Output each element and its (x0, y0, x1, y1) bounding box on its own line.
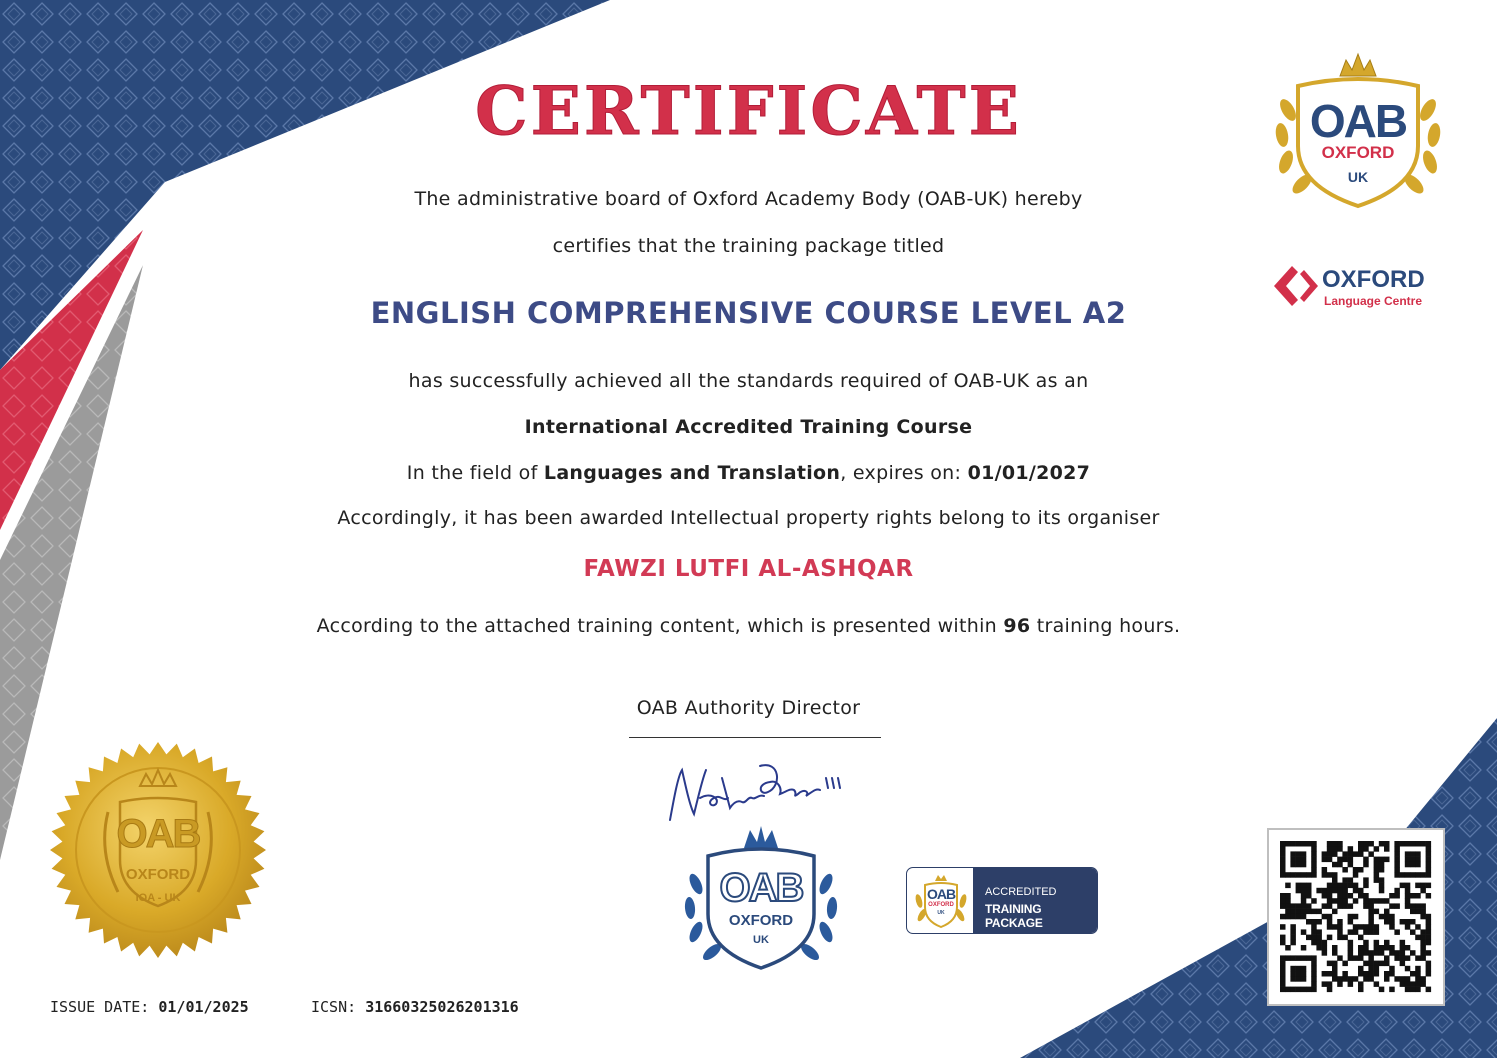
icsn-block (311, 998, 519, 1016)
course-title: ENGLISH COMPREHENSIVE COURSE LEVEL A2 (370, 296, 1127, 330)
blue-seal-country: UK (753, 934, 769, 946)
issue-date-value: 01/01/2025 (158, 998, 249, 1016)
rights-line: Accordingly, it has been awarded Intellectual property rights belong to its organiser (337, 507, 1160, 529)
oab-top-logo-main: OAB (1309, 95, 1407, 147)
director-signature (660, 758, 860, 830)
accredited-badge-line1: ACCREDITED (985, 886, 1057, 898)
accredited-badge-mini-country: UK (937, 910, 945, 916)
accredited-badge-mini-main: OAB (926, 886, 956, 902)
icsn-label: ICSN: (311, 998, 357, 1016)
oab-top-logo-country: UK (1347, 169, 1369, 185)
field-name: Languages and Translation (543, 462, 841, 484)
accredited-badge-mini-sub: OXFORD (928, 902, 954, 908)
accredited-badge (906, 867, 1098, 934)
gold-seal-country: IOA - UK (135, 892, 181, 904)
issue-date-label: ISSUE DATE: (50, 998, 150, 1016)
intro-line-2: certifies that the training package titled (552, 235, 945, 257)
expiry-date: 01/01/2027 (967, 462, 1091, 484)
qr-code-image (1269, 830, 1443, 1004)
icsn-value: 31660325026201316 (365, 998, 519, 1016)
field-prefix: In the field of (406, 462, 544, 484)
gold-seal-sub: OXFORD (125, 866, 191, 883)
organiser-name: FAWZI LUTFI AL-ASHQAR (583, 556, 914, 582)
oxford-lc-sub: Language Centre (1324, 294, 1423, 308)
gold-seal-main: OAB (116, 812, 200, 856)
issue-date-block (50, 998, 249, 1016)
accreditation-line: International Accredited Training Course (524, 416, 973, 438)
hours-suffix: training hours. (1030, 615, 1181, 637)
certificate-title: CERTIFICATE (475, 72, 1022, 150)
hours-prefix: According to the attached training content, which is presented within (316, 615, 1004, 637)
qr-code[interactable] (1267, 828, 1445, 1006)
expires-prefix: , expires on: (840, 462, 968, 484)
hours-value: 96 (1003, 615, 1031, 637)
blue-seal-main: OAB (719, 866, 803, 910)
oab-top-logo-sub: OXFORD (1321, 143, 1395, 162)
blue-seal-sub: OXFORD (728, 912, 794, 929)
signature-line (629, 737, 881, 738)
oxford-lc-mark (1270, 264, 1320, 308)
oxford-lc-name: OXFORD (1322, 266, 1425, 293)
hours-line (0, 615, 1497, 637)
standards-line: has successfully achieved all the standards required of OAB-UK as an (408, 370, 1089, 392)
director-label: OAB Authority Director (636, 697, 861, 719)
field-line (0, 462, 1497, 484)
accredited-badge-line2: TRAINING PACKAGE (985, 902, 1043, 930)
intro-line-1: The administrative board of Oxford Academy Body (OAB-UK) hereby (414, 188, 1083, 210)
